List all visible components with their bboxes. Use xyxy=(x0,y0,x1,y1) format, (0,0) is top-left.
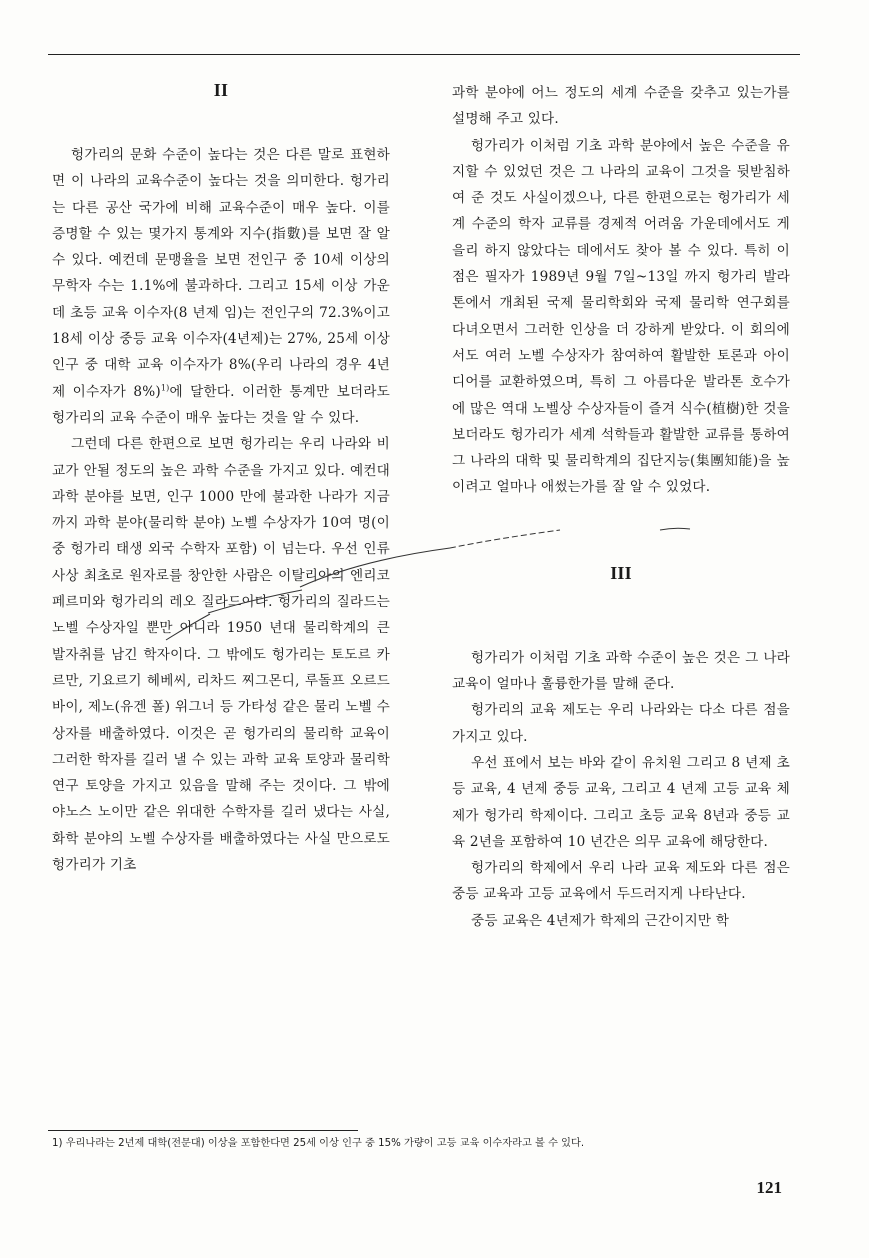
paragraph-text: 헝가리의 문화 수준이 높다는 것은 다른 말로 표현하면 이 나라의 교육수준이 높다는 것을 의미한다. 헝가리는 다른 공산 국가에 비해 교육수준이 매우 높다. 이를 증명할 수 있는 몇가지 통계와 지수(指數)를 보면 잘 알 수 있다. 예컨데 문맹율을 보면 전인구 중 10세 이상의 무학자 수는 1.1%에 불과하다. 그리고 15세 이상 가운데 초등 교육 이수자(8 년제 임)는 전인구의 72.3%이고 18세 이상 중등 교육 이수자(4년제)는 27%, 25세 이상 인구 중 대학 교육 이수자가 8%(우리 나라의 경우 4년제 이수자가 8%) xyxy=(52,147,390,400)
footnote-rule xyxy=(48,1130,358,1131)
footnote-ref[interactable]: 1) xyxy=(160,383,170,393)
left-column xyxy=(52,70,390,878)
right-column xyxy=(452,80,790,934)
paragraph-continuation: 과학 분야에 어느 정도의 세계 수준을 갖추고 있는가를 설명해 주고 있다. xyxy=(452,85,790,128)
footnote: 1) 우리나라는 2년제 대학(전문대) 이상을 포함한다면 25세 이상 인구 중 15% 가량이 고등 교육 이수자라고 볼 수 있다. xyxy=(52,1138,585,1149)
paragraph: 헝가리의 학제에서 우리 나라 교육 제도와 다른 점은 중등 교육과 고등 교육에서 두드러지게 나타난다. xyxy=(452,860,790,903)
paragraph: 헝가리의 교육 제도는 우리 나라와는 다소 다른 점을 가지고 있다. xyxy=(452,702,790,745)
paragraph: 헝가리가 이처럼 기초 과학 수준이 높은 것은 그 나라 교육이 얼마나 훌륭한가를 말해 준다. xyxy=(452,649,790,693)
paragraph: 헝가리가 이처럼 기초 과학 분야에서 높은 수준을 유지할 수 있었던 것은 그 나라의 교육이 그것을 뒷받침하여 준 것도 사실이겠으나, 다른 한편으로는 헝가리가 세계 수준의 학자 교류를 경제적 어려움 가운데에서도 게을리 하지 않았다는 데에서도 찾아 볼 수 있다. 특히 이 점은 필자가 1989년 9월 7일~13일 까지 헝가리 발라톤에서 개최된 국제 물리학회와 국제 물리학 연구회를 다녀오면서 그러한 인상을 더 강하게 받았다. 이 회의에서도 여러 노벨 수상자가 참여하여 활발한 토론과 아이디어를 교환하였으며, 특히 그 아름다운 발라톤 호수가에 많은 역대 노벨상 수상자들이 즐겨 식수(植樹)한 것을 보더라도 헝가리가 세계 석학들과 활발한 교류를 통하여 그 나라의 대학 및 물리학계의 집단지능(集團知能)을 높이려고 얼마나 애썼는가를 잘 알 수 있었다. xyxy=(452,137,790,496)
paragraph xyxy=(52,142,390,431)
paragraph: 중등 교육은 4년제가 학제의 근간이지만 학 xyxy=(471,912,730,929)
paragraph: 우선 표에서 보는 바와 같이 유치원 그리고 8 년제 초등 교육, 4 년제 중등 교육, 그리고 4 년제 고등 교육 체제가 헝가리 학제이다. 그리고 초등 교육 8년과 중등 교육 2년을 포함하여 10 년간은 의무 교육에 해당한다. xyxy=(452,754,790,850)
header-rule xyxy=(48,54,800,55)
section-heading-3: III xyxy=(610,562,632,583)
page-number: 121 xyxy=(756,1178,782,1197)
paragraph: 그런데 다른 한편으로 보면 헝가리는 우리 나라와 비교가 안될 정도의 높은 과학 수준을 가지고 있다. 예컨대 과학 분야를 보면, 인구 1000 만에 불과한 나라가 지금까지 과학 분야(물리학 분야) 노벨 수상자가 10여 명(이 중 헝가리 태생 외국 수학자 포함) 이 넘는다. 우선 인류 사상 최초로 원자로를 창안한 사람은 이탈리아의 엔리코 페르미와 헝가리의 레오 질라드이다. 헝가리의 질라드는 노벨 수상자일 뿐만 아니라 1950 년대 물리학계의 큰 발자취를 남긴 학자이다. 그 밖에도 헝가리는 토도르 카르만, 기요르기 헤베씨, 리차드 찌그몬디, 루돌프 오르드바이, 제노(유겐 폴) 위그너 등 가타성 같은 물리 노벨 수상자를 배출하였다. 이것은 곧 헝가리의 물리학 교육이 그러한 학자를 길러 낼 수 있는 과학 교육 토양과 물리학 연구 토양을 가지고 있음을 말해 주는 것이다. 그 밖에 야노스 노이만 같은 위대한 수학자를 길러 냈다는 사실, 화학 분야의 노벨 수상자를 배출하였다는 사실 만으로도 헝가리가 기초 xyxy=(52,436,390,874)
section-heading-2: II xyxy=(213,80,229,100)
paragraph-text-tail: 에 달한다. 이러한 통계만 보더라도 헝가리의 교육 수준이 매우 높다는 것을 알 수 있다. xyxy=(52,383,391,426)
